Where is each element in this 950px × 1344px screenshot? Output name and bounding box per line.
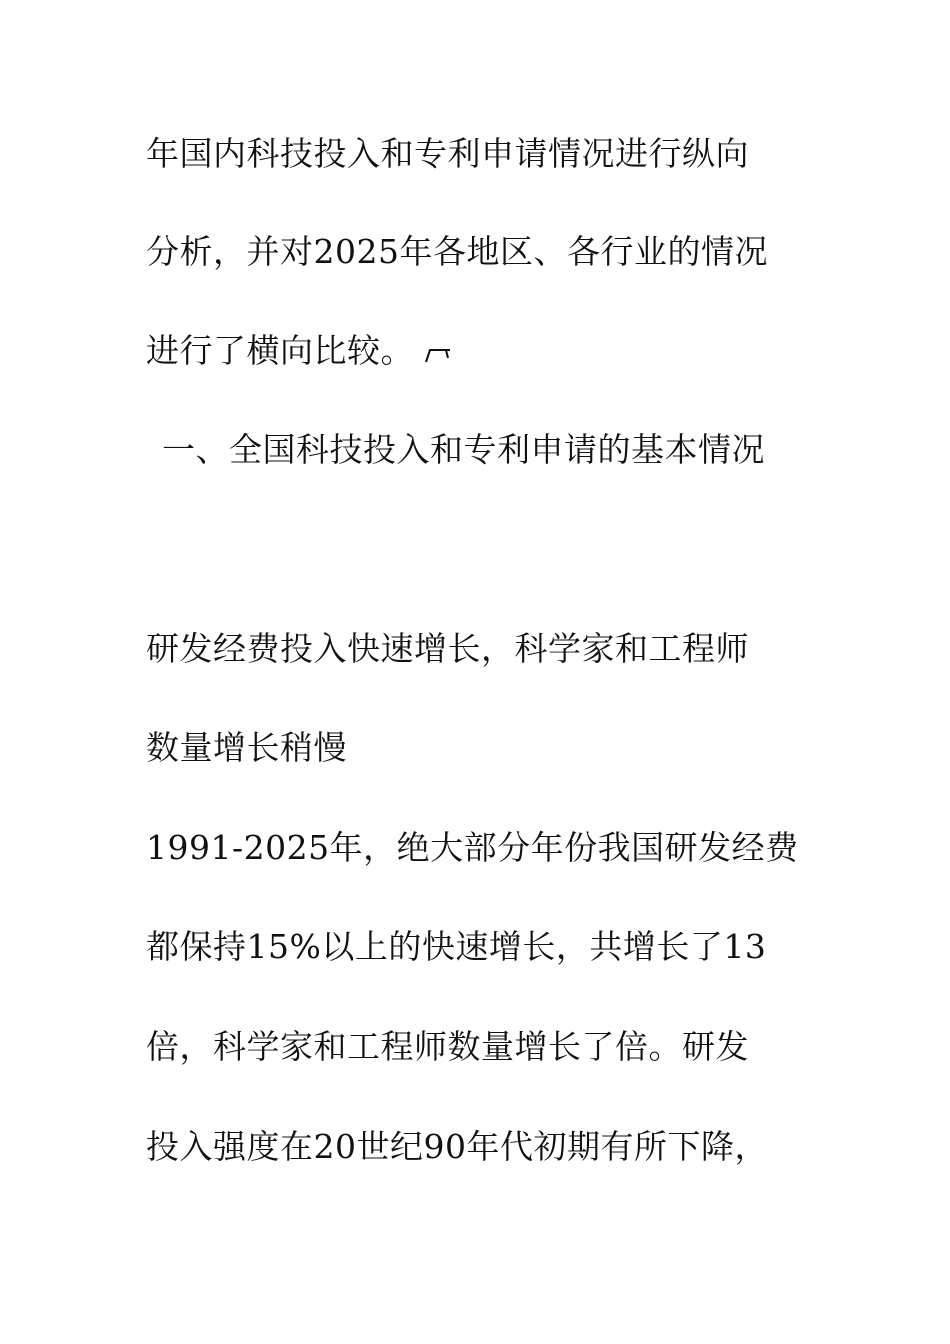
body-line-3: 倍，科学家和工程师数量增长了倍。研发	[146, 1027, 749, 1066]
body-line-2: 都保持15%以上的快速增长，共增长了13	[146, 927, 767, 966]
text-cursor-mark-icon	[424, 346, 452, 364]
section-heading: 一、全国科技投入和专利申请的基本情况	[162, 430, 765, 469]
subheading-line-1: 研发经费投入快速增长，科学家和工程师	[146, 629, 749, 668]
subheading-line-2: 数量增长稍慢	[146, 728, 347, 767]
body-line-1: 1991-2025年，绝大部分年份我国研发经费	[146, 828, 799, 867]
intro-line-3	[146, 331, 452, 371]
intro-line-3-text: 进行了横向比较。	[146, 331, 414, 370]
body-line-4: 投入强度在20世纪90年代初期有所下降，	[146, 1127, 768, 1166]
intro-line-2: 分析，并对2025年各地区、各行业的情况	[146, 232, 768, 271]
intro-line-1: 年国内科技投入和专利申请情况进行纵向	[146, 134, 749, 173]
